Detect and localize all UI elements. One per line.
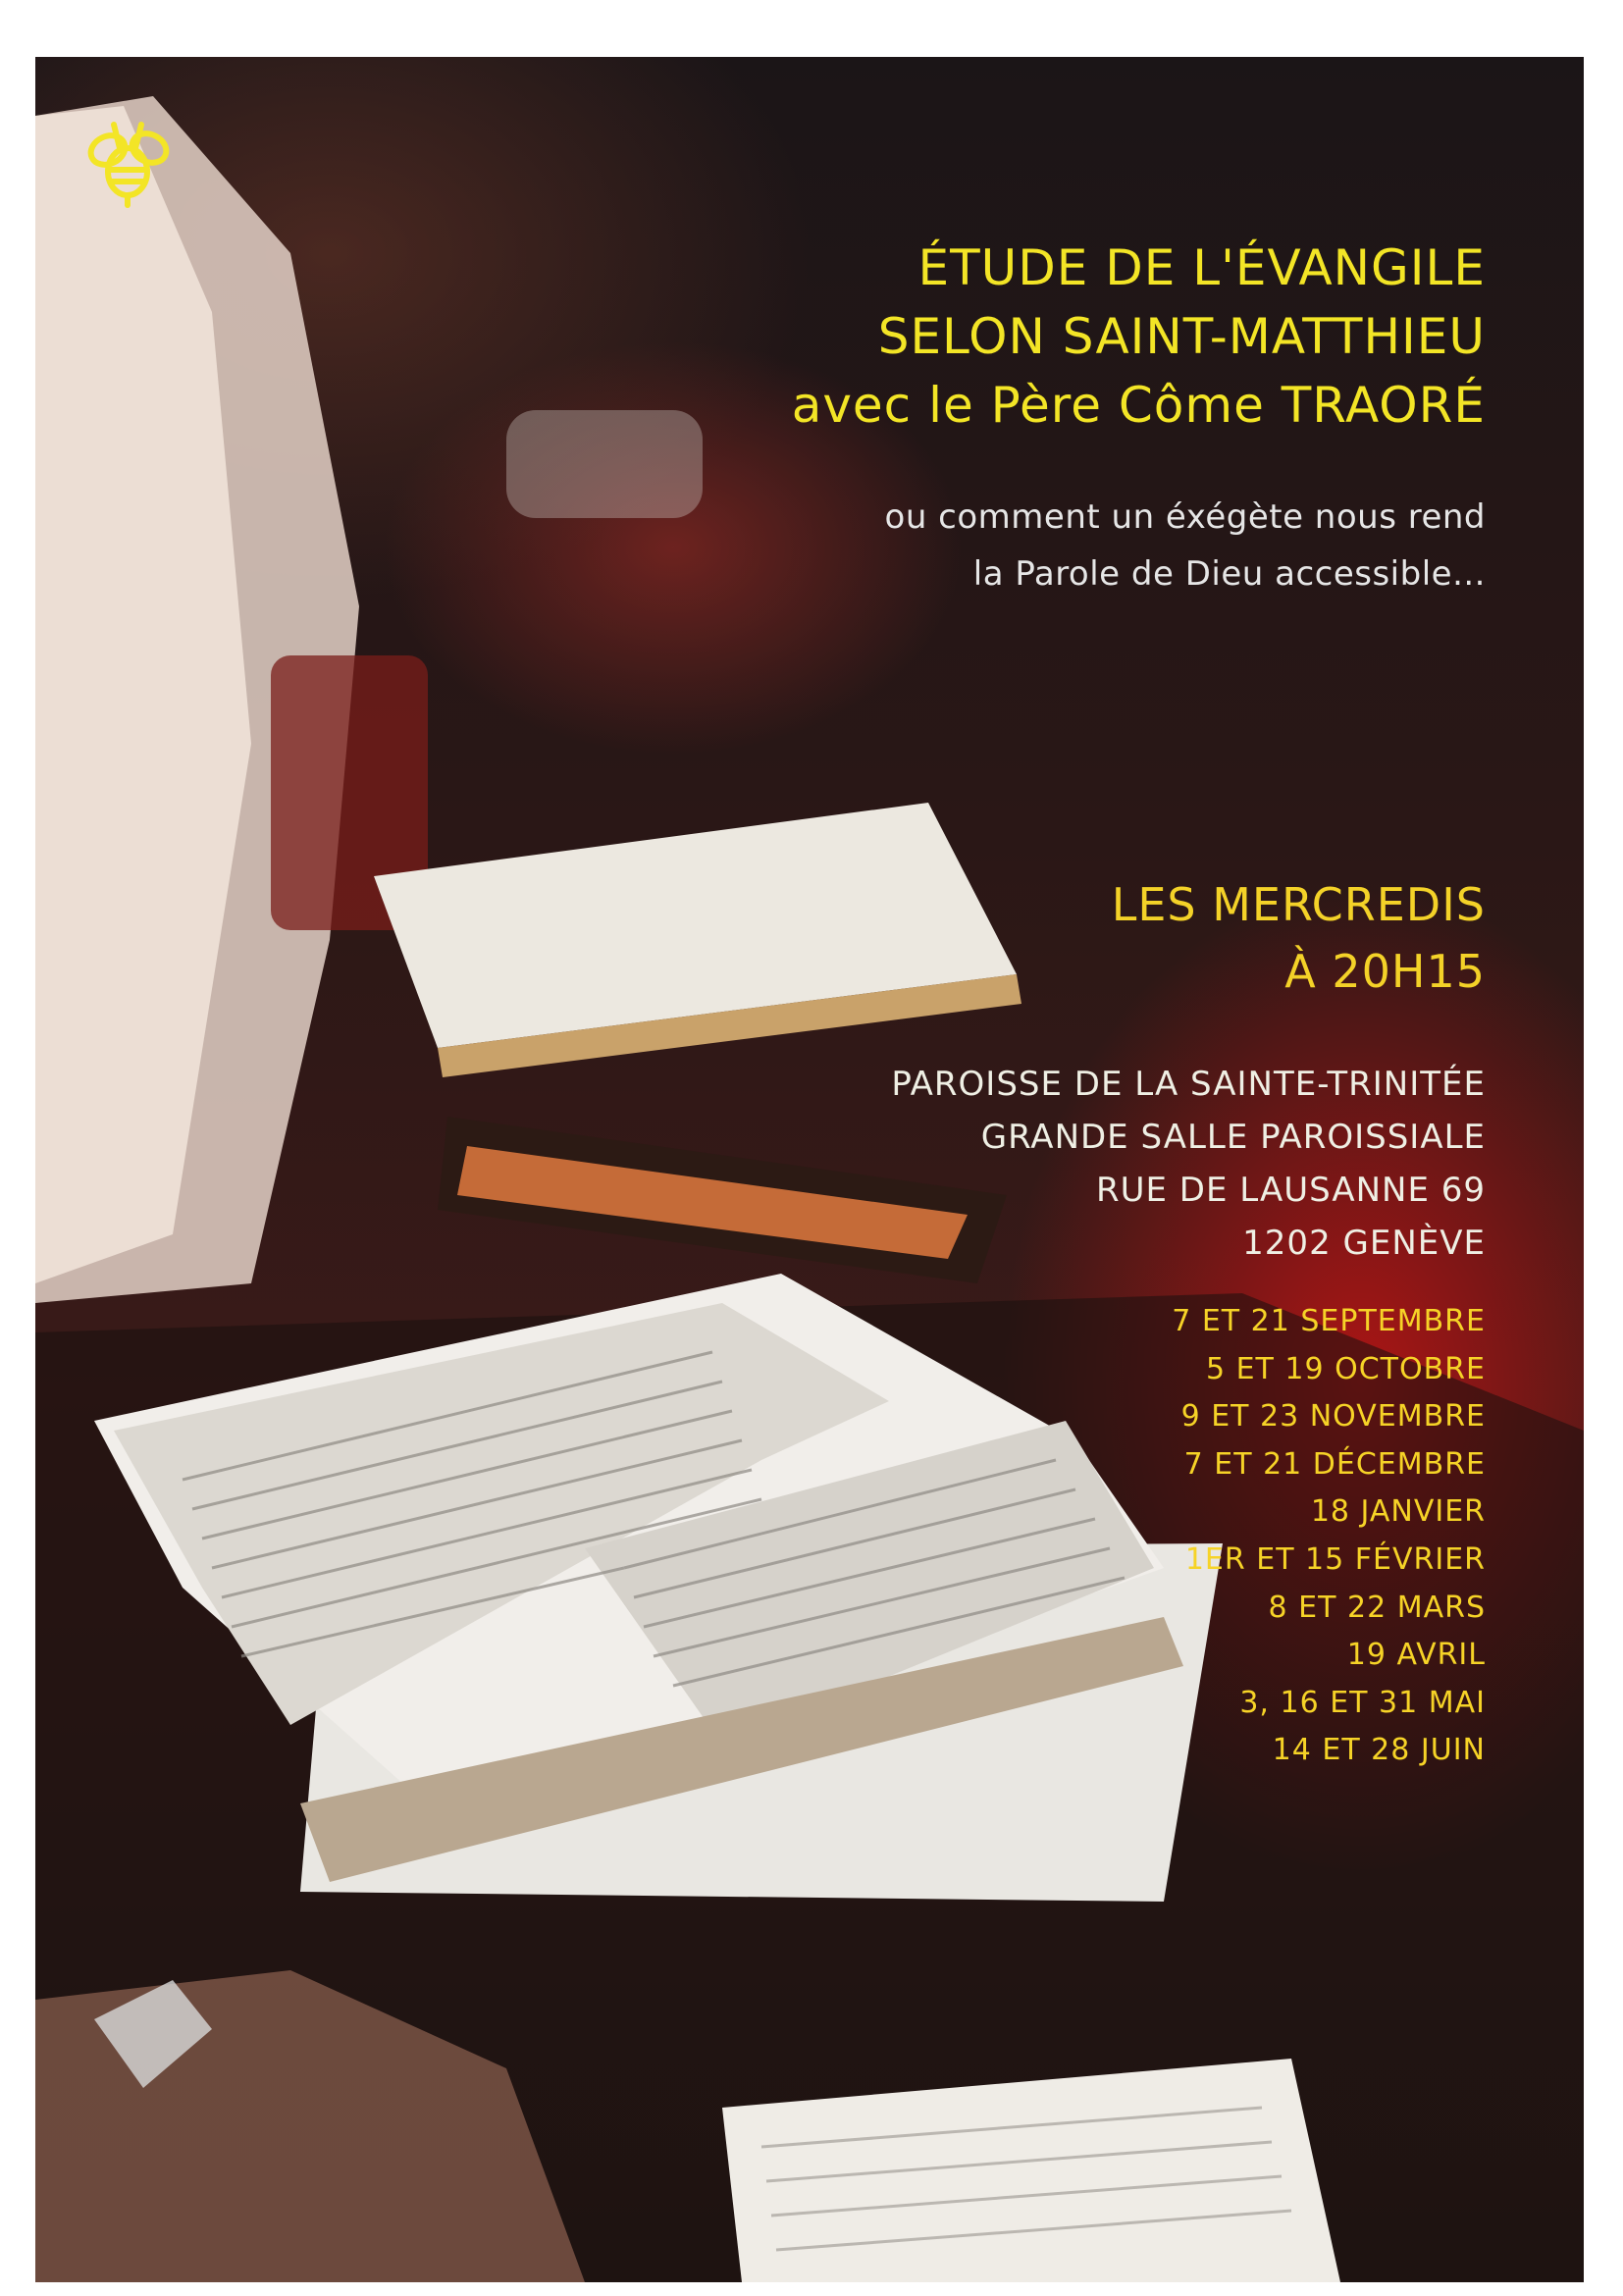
date-item: 3, 16 ET 31 MAI: [1239, 1685, 1486, 1720]
title-line-2: SELON SAINT-MATTHIEU: [877, 308, 1486, 365]
bee-logo-icon: [80, 111, 179, 209]
title-line-1: ÉTUDE DE L'ÉVANGILE: [917, 239, 1486, 296]
address-line-1: PAROISSE DE LA SAINTE-TRINITÉE: [891, 1065, 1486, 1104]
schedule-time: À 20H15: [1284, 945, 1486, 998]
schedule-day: LES MERCREDIS: [1111, 878, 1486, 931]
date-item: 1ER ET 15 FÉVRIER: [1184, 1541, 1486, 1577]
date-item: 7 ET 21 DÉCEMBRE: [1183, 1446, 1486, 1482]
date-item: 8 ET 22 MARS: [1268, 1590, 1486, 1625]
date-item: 18 JANVIER: [1310, 1494, 1486, 1530]
dates-list: [1172, 1298, 1486, 1775]
schedule-block: [1112, 871, 1486, 1005]
address-line-2: GRANDE SALLE PAROISSIALE: [980, 1118, 1486, 1157]
poster: [35, 57, 1584, 2282]
event-subtitle: [885, 489, 1486, 602]
address-line-4: 1202 GENÈVE: [1242, 1224, 1486, 1263]
date-item: 7 ET 21 SEPTEMBRE: [1172, 1304, 1486, 1338]
date-item: 14 ET 28 JUIN: [1272, 1733, 1486, 1768]
event-title: [792, 234, 1486, 440]
date-item: 9 ET 23 NOVEMBRE: [1180, 1399, 1486, 1435]
subtitle-line-2: la Parole de Dieu accessible...: [972, 554, 1486, 594]
address-block: [891, 1058, 1486, 1270]
date-item: 19 AVRIL: [1346, 1638, 1486, 1673]
title-line-3: avec le Père Côme TRAORÉ: [791, 377, 1486, 434]
address-line-3: RUE DE LAUSANNE 69: [1095, 1171, 1486, 1210]
date-item: 5 ET 19 OCTOBRE: [1205, 1351, 1486, 1386]
subtitle-line-1: ou comment un éxégète nous rend: [884, 497, 1486, 537]
